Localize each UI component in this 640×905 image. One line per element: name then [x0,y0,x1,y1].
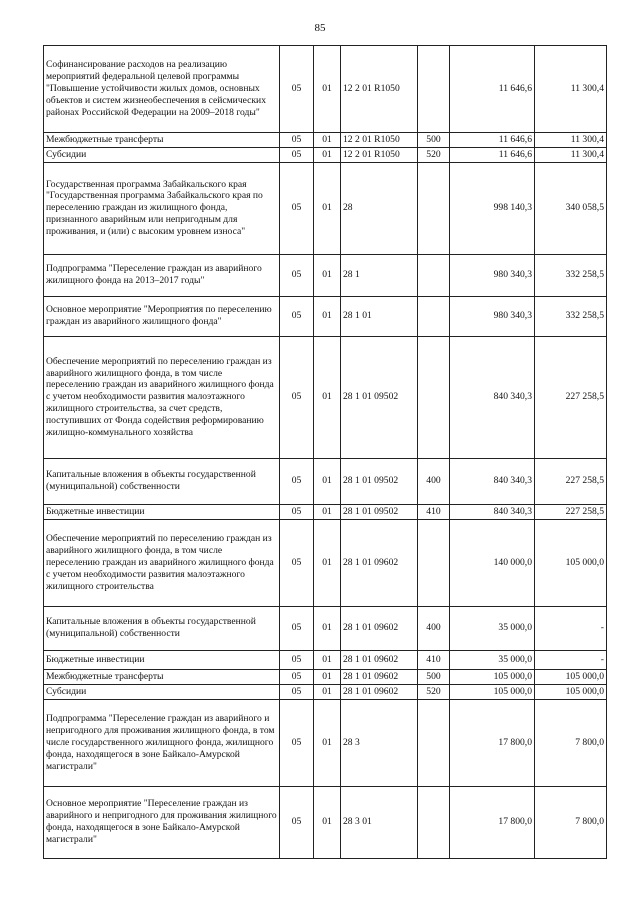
row-expense-type [418,296,450,336]
row-amount-year2: 7 800,0 [535,699,607,786]
row-target-code: 28 1 01 09602 [341,519,418,606]
row-amount-year2: 105 000,0 [535,669,607,684]
row-expense-type: 410 [418,650,450,669]
row-subsection: 01 [314,786,341,858]
row-amount-year2: 340 058,5 [535,162,607,254]
row-subsection: 01 [314,504,341,519]
row-amount-year1: 35 000,0 [450,606,535,650]
row-expense-type: 400 [418,458,450,504]
row-subsection: 01 [314,147,341,162]
table-row [44,650,607,669]
row-amount-year1: 840 340,3 [450,336,535,458]
row-section: 05 [280,147,314,162]
row-target-code: 28 3 01 [341,786,418,858]
row-target-code: 28 1 [341,254,418,296]
row-subsection: 01 [314,606,341,650]
row-section: 05 [280,504,314,519]
row-amount-year1: 17 800,0 [450,786,535,858]
table-row [44,162,607,254]
row-section: 05 [280,606,314,650]
row-section: 05 [280,699,314,786]
row-section: 05 [280,650,314,669]
row-section: 05 [280,786,314,858]
row-name: Подпрограмма "Переселение граждан из аварийного и непригодного для проживания жилищного фонда, в том числе государственного жилищного фонда, жилищного фонда, находящегося в зоне Байкало-Амурской магистрали" [44,699,280,786]
row-name: Межбюджетные трансферты [44,133,280,148]
table-row [44,147,607,162]
row-expense-type [418,162,450,254]
row-section: 05 [280,669,314,684]
row-amount-year1: 980 340,3 [450,296,535,336]
row-subsection: 01 [314,650,341,669]
row-target-code: 28 1 01 [341,296,418,336]
row-section: 05 [280,458,314,504]
row-section: 05 [280,46,314,133]
row-name: Капитальные вложения в объекты государственной (муниципальной) собственности [44,606,280,650]
row-target-code: 12 2 01 R1050 [341,46,418,133]
row-amount-year1: 11 646,6 [450,133,535,148]
table-row [44,786,607,858]
row-amount-year2: 227 258,5 [535,504,607,519]
row-amount-year2: 227 258,5 [535,458,607,504]
row-section: 05 [280,254,314,296]
row-target-code: 12 2 01 R1050 [341,133,418,148]
row-target-code: 28 1 01 09602 [341,684,418,699]
row-name: Субсидии [44,147,280,162]
row-expense-type: 500 [418,133,450,148]
row-amount-year1: 11 646,6 [450,46,535,133]
row-amount-year1: 998 140,3 [450,162,535,254]
row-subsection: 01 [314,336,341,458]
row-amount-year2: 332 258,5 [535,296,607,336]
row-expense-type [418,336,450,458]
row-amount-year2: 7 800,0 [535,786,607,858]
row-target-code: 28 [341,162,418,254]
row-amount-year2: 105 000,0 [535,684,607,699]
table-row [44,669,607,684]
row-subsection: 01 [314,699,341,786]
row-name: Государственная программа Забайкальского края "Государственная программа Забайкальского края по переселению граждан из жилищного фонда, признанного аварийным или непригодным для проживания, и (или) с высоким уровнем износа" [44,162,280,254]
row-amount-year2: 332 258,5 [535,254,607,296]
row-name: Софинансирование расходов на реализацию мероприятий федеральной целевой программы "Повышение устойчивости жилых домов, основных объектов и систем жизнеобеспечения в сейсмических районах Российской Федерации на 2009–2018 годы" [44,46,280,133]
row-amount-year2: 11 300,4 [535,46,607,133]
row-name: Обеспечение мероприятий по переселению граждан из аварийного жилищного фонда, в том числе переселению граждан из аварийного жилищного фонда с учетом необходимости развития малоэтажного жилищного строительства, за счет средств, поступивших от Фонда содействия реформированию жилищно-коммунального хозяйства [44,336,280,458]
row-subsection: 01 [314,669,341,684]
row-section: 05 [280,684,314,699]
row-expense-type: 520 [418,147,450,162]
table-row [44,296,607,336]
row-name: Бюджетные инвестиции [44,650,280,669]
row-name: Подпрограмма "Переселение граждан из аварийного жилищного фонда на 2013–2017 годы" [44,254,280,296]
row-subsection: 01 [314,46,341,133]
row-expense-type [418,786,450,858]
row-amount-year2: - [535,606,607,650]
row-name: Основное мероприятие "Переселение граждан из аварийного и непригодного для проживания жилищного фонда, находящегося в зоне Байкало-Амурской магистрали" [44,786,280,858]
row-section: 05 [280,519,314,606]
row-expense-type [418,46,450,133]
row-name: Капитальные вложения в объекты государственной (муниципальной) собственности [44,458,280,504]
table-row [44,133,607,148]
row-amount-year1: 11 646,6 [450,147,535,162]
row-amount-year2: 11 300,4 [535,133,607,148]
row-target-code: 28 1 01 09502 [341,336,418,458]
row-subsection: 01 [314,684,341,699]
row-target-code: 28 1 01 09502 [341,504,418,519]
row-target-code: 28 1 01 09502 [341,458,418,504]
row-expense-type: 500 [418,669,450,684]
row-name: Межбюджетные трансферты [44,669,280,684]
row-target-code: 28 1 01 09602 [341,650,418,669]
row-expense-type: 410 [418,504,450,519]
row-expense-type [418,254,450,296]
table-row [44,458,607,504]
table-row [44,254,607,296]
row-amount-year1: 840 340,3 [450,458,535,504]
row-target-code: 12 2 01 R1050 [341,147,418,162]
row-subsection: 01 [314,254,341,296]
page-number: 85 [314,22,326,34]
row-amount-year1: 17 800,0 [450,699,535,786]
budget-table [43,45,607,859]
row-target-code: 28 1 01 09602 [341,669,418,684]
row-name: Основное мероприятие "Мероприятия по переселению граждан из аварийного жилищного фонда" [44,296,280,336]
row-subsection: 01 [314,458,341,504]
row-name: Обеспечение мероприятий по переселению граждан из аварийного жилищного фонда, в том числе переселению граждан из аварийного жилищного фонда с учетом необходимости развития малоэтажного жилищного строительства [44,519,280,606]
row-expense-type: 520 [418,684,450,699]
row-name: Бюджетные инвестиции [44,504,280,519]
row-amount-year2: 105 000,0 [535,519,607,606]
table-row [44,684,607,699]
row-amount-year1: 140 000,0 [450,519,535,606]
row-expense-type: 400 [418,606,450,650]
row-amount-year1: 35 000,0 [450,650,535,669]
row-target-code: 28 1 01 09602 [341,606,418,650]
row-section: 05 [280,133,314,148]
row-target-code: 28 3 [341,699,418,786]
row-amount-year1: 980 340,3 [450,254,535,296]
row-amount-year1: 105 000,0 [450,684,535,699]
row-section: 05 [280,336,314,458]
row-section: 05 [280,162,314,254]
row-amount-year2: 227 258,5 [535,336,607,458]
table-row [44,606,607,650]
row-subsection: 01 [314,133,341,148]
row-name: Субсидии [44,684,280,699]
row-amount-year2: - [535,650,607,669]
row-amount-year1: 105 000,0 [450,669,535,684]
table-row [44,519,607,606]
row-subsection: 01 [314,519,341,606]
row-expense-type [418,519,450,606]
row-amount-year1: 840 340,3 [450,504,535,519]
table-row [44,46,607,133]
row-subsection: 01 [314,162,341,254]
row-amount-year2: 11 300,4 [535,147,607,162]
row-expense-type [418,699,450,786]
table-row [44,699,607,786]
table-row [44,336,607,458]
row-section: 05 [280,296,314,336]
table-row [44,504,607,519]
row-subsection: 01 [314,296,341,336]
